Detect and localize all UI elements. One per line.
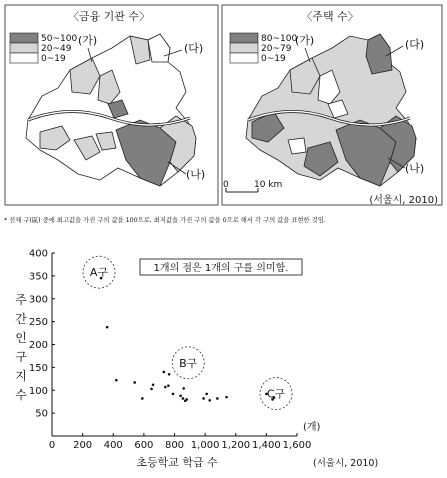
x-tick-label: 200 (73, 440, 93, 451)
y-axis-label-char: 주 (15, 293, 27, 307)
map-title-2: 〈주택 수〉 (301, 10, 359, 23)
scatter-point (216, 397, 219, 400)
map-legend-1 (10, 33, 77, 64)
point-label: C구 (266, 387, 286, 401)
scale-bar (223, 180, 282, 192)
scatter-point (168, 373, 171, 376)
scatter-point (182, 387, 185, 390)
x-tick-label: 1,200 (221, 440, 251, 451)
x-axis-unit: (개) (303, 422, 321, 433)
legend-swatch-mid (230, 43, 258, 53)
legend-label-mid: 20~49 (41, 44, 72, 54)
legend-swatch-high (230, 33, 258, 43)
map-source: (서울시, 2010) (369, 195, 438, 206)
legend-label-high: 80~100 (261, 34, 298, 44)
legend-swatch-high (10, 33, 38, 43)
y-tick-label: 200 (28, 340, 48, 351)
x-axis-label: 초등학교 학급 수 (136, 456, 218, 469)
y-axis-label-char: 인 (15, 331, 27, 345)
x-tick-label: 1,600 (282, 440, 312, 451)
legend-label-high: 50~100 (41, 34, 78, 44)
y-tick-label: 300 (28, 294, 48, 306)
scatter-point (208, 399, 211, 402)
y-tick-label: 400 (28, 248, 48, 260)
map-legend-2 (230, 33, 297, 64)
scale-bar-zero: 0 (223, 180, 229, 190)
legend-swatch-low (230, 53, 258, 63)
scatter-point (164, 386, 167, 389)
scatter-point (167, 384, 170, 387)
x-tick-label: 1,000 (190, 440, 220, 451)
legend-label-mid: 20~79 (261, 44, 292, 54)
x-tick-label: 0 (48, 440, 56, 451)
scatter-point (162, 371, 165, 374)
y-ticks (29, 249, 55, 437)
scatter-point (172, 393, 175, 396)
y-axis-label-char: 수 (15, 388, 27, 402)
point-label: A구 (89, 266, 109, 280)
scale-bar-label: 10 km (254, 180, 283, 190)
callout-ga-line-2 (305, 48, 310, 62)
point-labels (83, 256, 292, 409)
callout-da-1: (다) (184, 42, 204, 55)
data-points (100, 277, 276, 402)
scatter-point (225, 396, 228, 399)
footnote: * 전체 구(區) 중에 최고값을 가진 구의 값을 100으로, 최저값을 가진 구의 값을 0으로 해서 각 구의 값을 표현한 것임. (4, 217, 326, 224)
scatter-point (205, 393, 208, 396)
district-da (366, 34, 392, 74)
legend-label-low: 0~19 (41, 54, 66, 64)
y-axis-label-char: 간 (15, 312, 27, 326)
y-axis-label-char: 지 (15, 369, 27, 383)
annotation-text: 1개의 점은 1개의 구를 의미함. (153, 263, 289, 274)
point-label: B구 (179, 356, 198, 370)
y-tick-label: 250 (28, 317, 48, 329)
scatter-point (150, 388, 153, 391)
legend-swatch-low (10, 53, 38, 63)
scatter-point (133, 381, 136, 384)
chart-source: (서울시, 2010) (313, 458, 379, 469)
y-tick-label: 150 (28, 362, 48, 374)
scatter-point (106, 326, 109, 329)
x-tick-label: 1,400 (252, 440, 281, 451)
y-tick-label: 50 (35, 408, 48, 420)
callout-ga-2: (가) (295, 34, 315, 47)
scatter-point (202, 397, 205, 400)
scatter-point (182, 397, 185, 400)
legend-label-low: 0~19 (261, 54, 286, 64)
scatter-point (141, 397, 144, 400)
y-tick-label: 100 (28, 385, 48, 397)
scatter-chart (15, 249, 378, 470)
map-financial-institutions (5, 5, 218, 205)
y-axis-label (15, 293, 27, 402)
x-tick-label: 400 (103, 440, 123, 451)
callout-na-1: (나) (186, 168, 206, 181)
scatter-point (152, 383, 155, 386)
scatter-point (185, 398, 188, 401)
y-tick-label: 350 (28, 271, 48, 283)
y-axis-label-char: 구 (15, 350, 27, 364)
district-da (148, 34, 170, 62)
x-tick-label: 800 (164, 440, 185, 451)
callout-ga-1: (가) (78, 34, 98, 47)
scatter-point (115, 379, 118, 382)
map-title-1: 〈금융 기관 수〉 (67, 10, 151, 23)
legend-swatch-mid (10, 43, 38, 53)
callout-na-2: (나) (405, 162, 425, 175)
x-tick-label: 600 (134, 440, 154, 451)
scatter-point (179, 394, 182, 397)
callout-da-2: (다) (405, 38, 425, 51)
map-housing-units (222, 5, 442, 206)
